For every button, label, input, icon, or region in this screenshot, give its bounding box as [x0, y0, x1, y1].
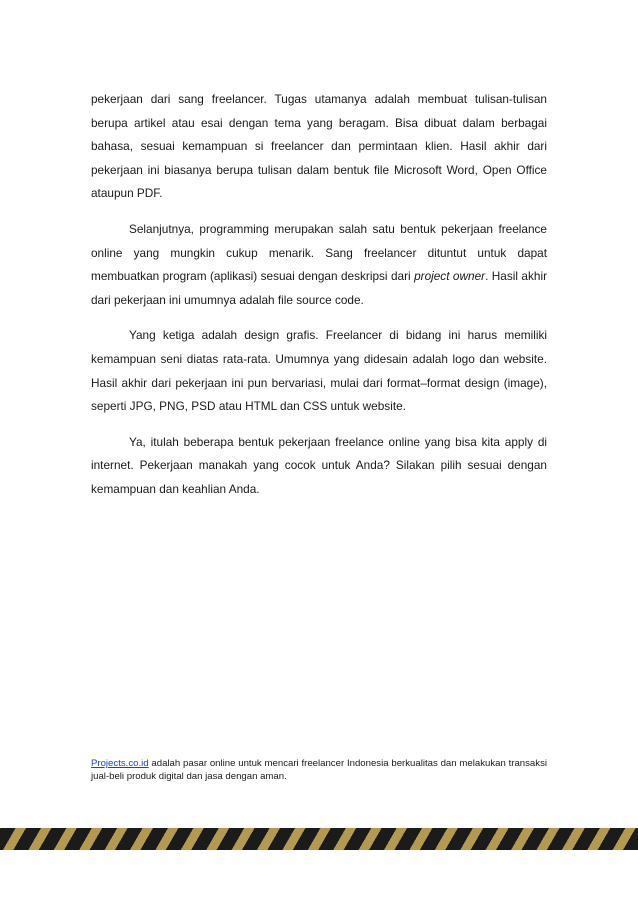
paragraph-conclusion: Ya, itulah beberapa bentuk pekerjaan freelance online yang bisa kita apply di internet. Pekerjaan manakah yang cocok untuk Anda? Silakan pilih sesuai dengan kemampuan dan keahlian Anda. — [91, 434, 547, 496]
paragraph-programming — [91, 218, 547, 312]
footer-description: adalah pasar online untuk mencari freelancer Indonesia berkualitas dan melakukan transaksi jual-beli produk digital dan jasa dengan aman. — [91, 758, 547, 782]
paragraph-writing: pekerjaan dari sang freelancer. Tugas utamanya adalah membuat tulisan-tulisan berupa artikel atau esai dengan tema yang beragam. Bisa dibuat dalam berbagai bahasa, sesuai kemampuan si freelancer dan permintaan klien. Hasil akhir dari pekerjaan ini biasanya berupa tulisan dalam bentuk file Microsoft Word, Open Office ataupun PDF. — [91, 92, 547, 201]
decorative-stripe-band — [0, 828, 638, 850]
paragraph-programming-text: Selanjutnya, programming merupakan salah satu bentuk pekerjaan freelance online yang mungkin cukup menarik. Sang freelancer dituntut untuk dapat membuatkan program (aplikasi) sesuai dengan deskripsi dari — [91, 221, 547, 284]
paragraph-design: Yang ketiga adalah design grafis. Freelancer di bidang ini harus memiliki kemampuan seni diatas rata-rata. Umumnya yang didesain adalah logo dan website. Hasil akhir dari pekerjaan ini pun bervariasi, mulai dari format–format design (image), seperti JPG, PNG, PSD atau HTML dan CSS untuk website. — [91, 328, 547, 414]
projects-link[interactable]: Projects.co.id — [91, 758, 149, 769]
paragraph-programming-end: . Hasil akhir dari pekerjaan ini umumnya adalah file source code. — [91, 269, 548, 307]
body-text — [91, 88, 547, 514]
project-owner-term: project owner — [414, 269, 486, 284]
footer-note — [91, 757, 547, 783]
